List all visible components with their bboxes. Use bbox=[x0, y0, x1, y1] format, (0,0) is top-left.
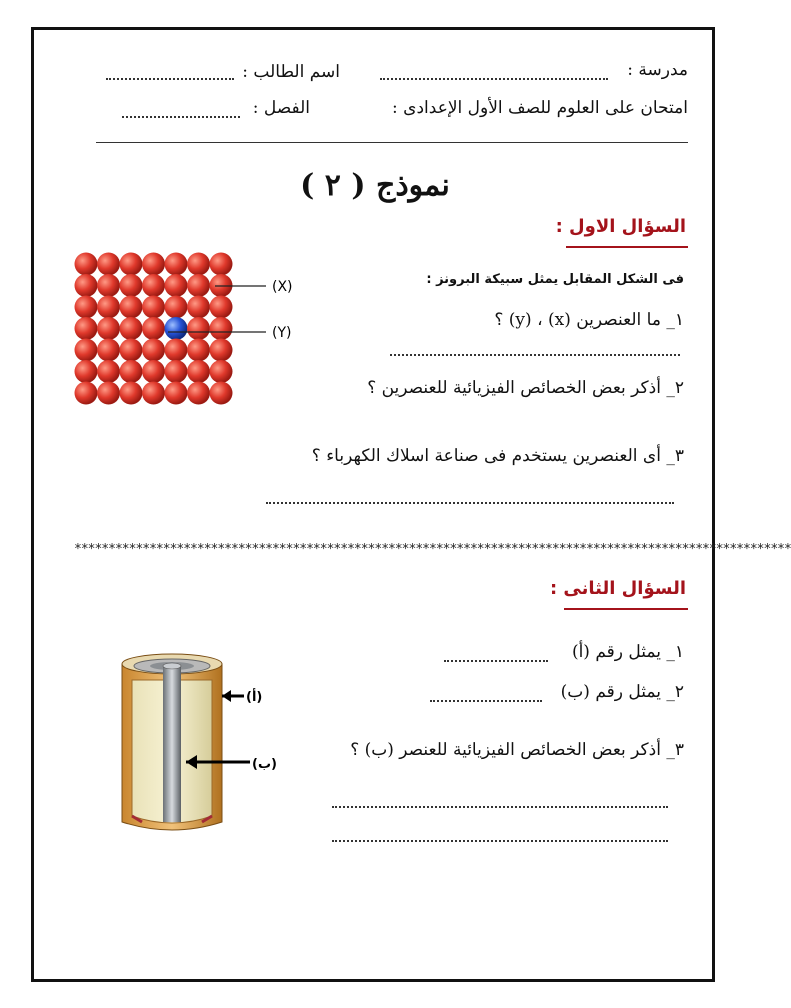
atom-x bbox=[187, 360, 210, 383]
atom-x bbox=[210, 317, 233, 340]
student-name-blank[interactable] bbox=[106, 78, 234, 80]
atom-x bbox=[120, 296, 143, 319]
label-x: (X) bbox=[272, 279, 293, 295]
q2-heading-underline bbox=[564, 608, 688, 610]
atom-x bbox=[120, 253, 143, 276]
battery-cell-diagram bbox=[110, 640, 290, 840]
atom-x bbox=[165, 382, 188, 405]
label-a: (أ) bbox=[246, 690, 263, 705]
exam-title: امتحان على العلوم للصف الأول الإعدادى : bbox=[392, 98, 688, 118]
school-label: مدرسة : bbox=[627, 60, 688, 80]
q2-item3-answer-line1[interactable] bbox=[332, 806, 668, 808]
atom-x bbox=[75, 382, 98, 405]
school-blank[interactable] bbox=[380, 78, 608, 80]
atom-x bbox=[142, 382, 165, 405]
atom-x bbox=[210, 296, 233, 319]
atom-x bbox=[142, 339, 165, 362]
atom-x bbox=[120, 339, 143, 362]
q1-item2: ٢_ أذكر بعض الخصائص الفيزيائية للعنصرين ؟ bbox=[367, 378, 684, 398]
atom-x bbox=[97, 360, 120, 383]
atom-x bbox=[97, 339, 120, 362]
atom-x bbox=[187, 339, 210, 362]
q1-item1: ١_ ما العنصرين (x) ، (y) ؟ bbox=[494, 310, 684, 330]
atom-x bbox=[165, 339, 188, 362]
class-blank[interactable] bbox=[122, 116, 240, 118]
q1-intro: فى الشكل المقابل يمثل سبيكة البرونز : bbox=[426, 272, 684, 287]
atom-x bbox=[120, 317, 143, 340]
q2-item2: ٢_ يمثل رقم (ب) bbox=[560, 682, 684, 702]
atom-x bbox=[75, 317, 98, 340]
q2-item3-answer-line2[interactable] bbox=[332, 840, 668, 842]
q2-item3: ٣_ أذكر بعض الخصائص الفيزيائية للعنصر (ب) ؟ bbox=[350, 740, 684, 760]
q1-heading-underline bbox=[566, 246, 688, 248]
atom-x bbox=[165, 253, 188, 276]
atom-x bbox=[187, 296, 210, 319]
atom-x bbox=[75, 339, 98, 362]
class-label: الفصل : bbox=[252, 98, 310, 118]
atom-x bbox=[187, 253, 210, 276]
atom-y bbox=[165, 317, 188, 340]
atom-x bbox=[210, 360, 233, 383]
q1-item1-answer[interactable] bbox=[390, 354, 680, 356]
atom-x bbox=[75, 360, 98, 383]
atom-x bbox=[187, 317, 210, 340]
atom-x bbox=[210, 339, 233, 362]
model-title: نموذج ( ٢ ) bbox=[300, 168, 450, 203]
atom-x bbox=[97, 274, 120, 297]
atom-x bbox=[120, 360, 143, 383]
atom-x bbox=[142, 253, 165, 276]
header-divider bbox=[96, 142, 688, 143]
atom-x bbox=[75, 274, 98, 297]
q1-item3: ٣_ أى العنصرين يستخدم فى صناعة اسلاك الكهرباء ؟ bbox=[311, 446, 684, 466]
atom-x bbox=[210, 253, 233, 276]
q2-item1: ١_ يمثل رقم (أ) bbox=[571, 642, 684, 662]
q1-item3-answer[interactable] bbox=[266, 502, 674, 504]
q2-item1-answer[interactable] bbox=[444, 660, 548, 662]
atom-x bbox=[97, 317, 120, 340]
label-y: (Y) bbox=[272, 325, 292, 341]
atom-x bbox=[97, 382, 120, 405]
label-b: (ب) bbox=[252, 757, 277, 772]
atom-x bbox=[142, 274, 165, 297]
atom-x bbox=[75, 253, 98, 276]
atom-x bbox=[210, 382, 233, 405]
q2-item2-answer[interactable] bbox=[430, 700, 542, 702]
atom-x bbox=[165, 274, 188, 297]
atom-x bbox=[187, 382, 210, 405]
q2-heading: السؤال الثانى : bbox=[549, 578, 686, 599]
section-separator: ********************************************************************************************************* bbox=[74, 542, 791, 557]
atom-x bbox=[120, 274, 143, 297]
atom-x bbox=[142, 360, 165, 383]
atom-x bbox=[97, 253, 120, 276]
atom-x bbox=[97, 296, 120, 319]
atom-x bbox=[142, 317, 165, 340]
atom-x bbox=[187, 274, 210, 297]
student-name-label: اسم الطالب : bbox=[242, 62, 340, 82]
atom-x bbox=[120, 382, 143, 405]
atom-x bbox=[75, 296, 98, 319]
atom-x bbox=[165, 296, 188, 319]
bronze-alloy-diagram bbox=[70, 250, 320, 400]
atom-x bbox=[142, 296, 165, 319]
atom-lattice bbox=[75, 253, 233, 405]
q1-heading: السؤال الاول : bbox=[555, 216, 686, 237]
atom-x bbox=[165, 360, 188, 383]
